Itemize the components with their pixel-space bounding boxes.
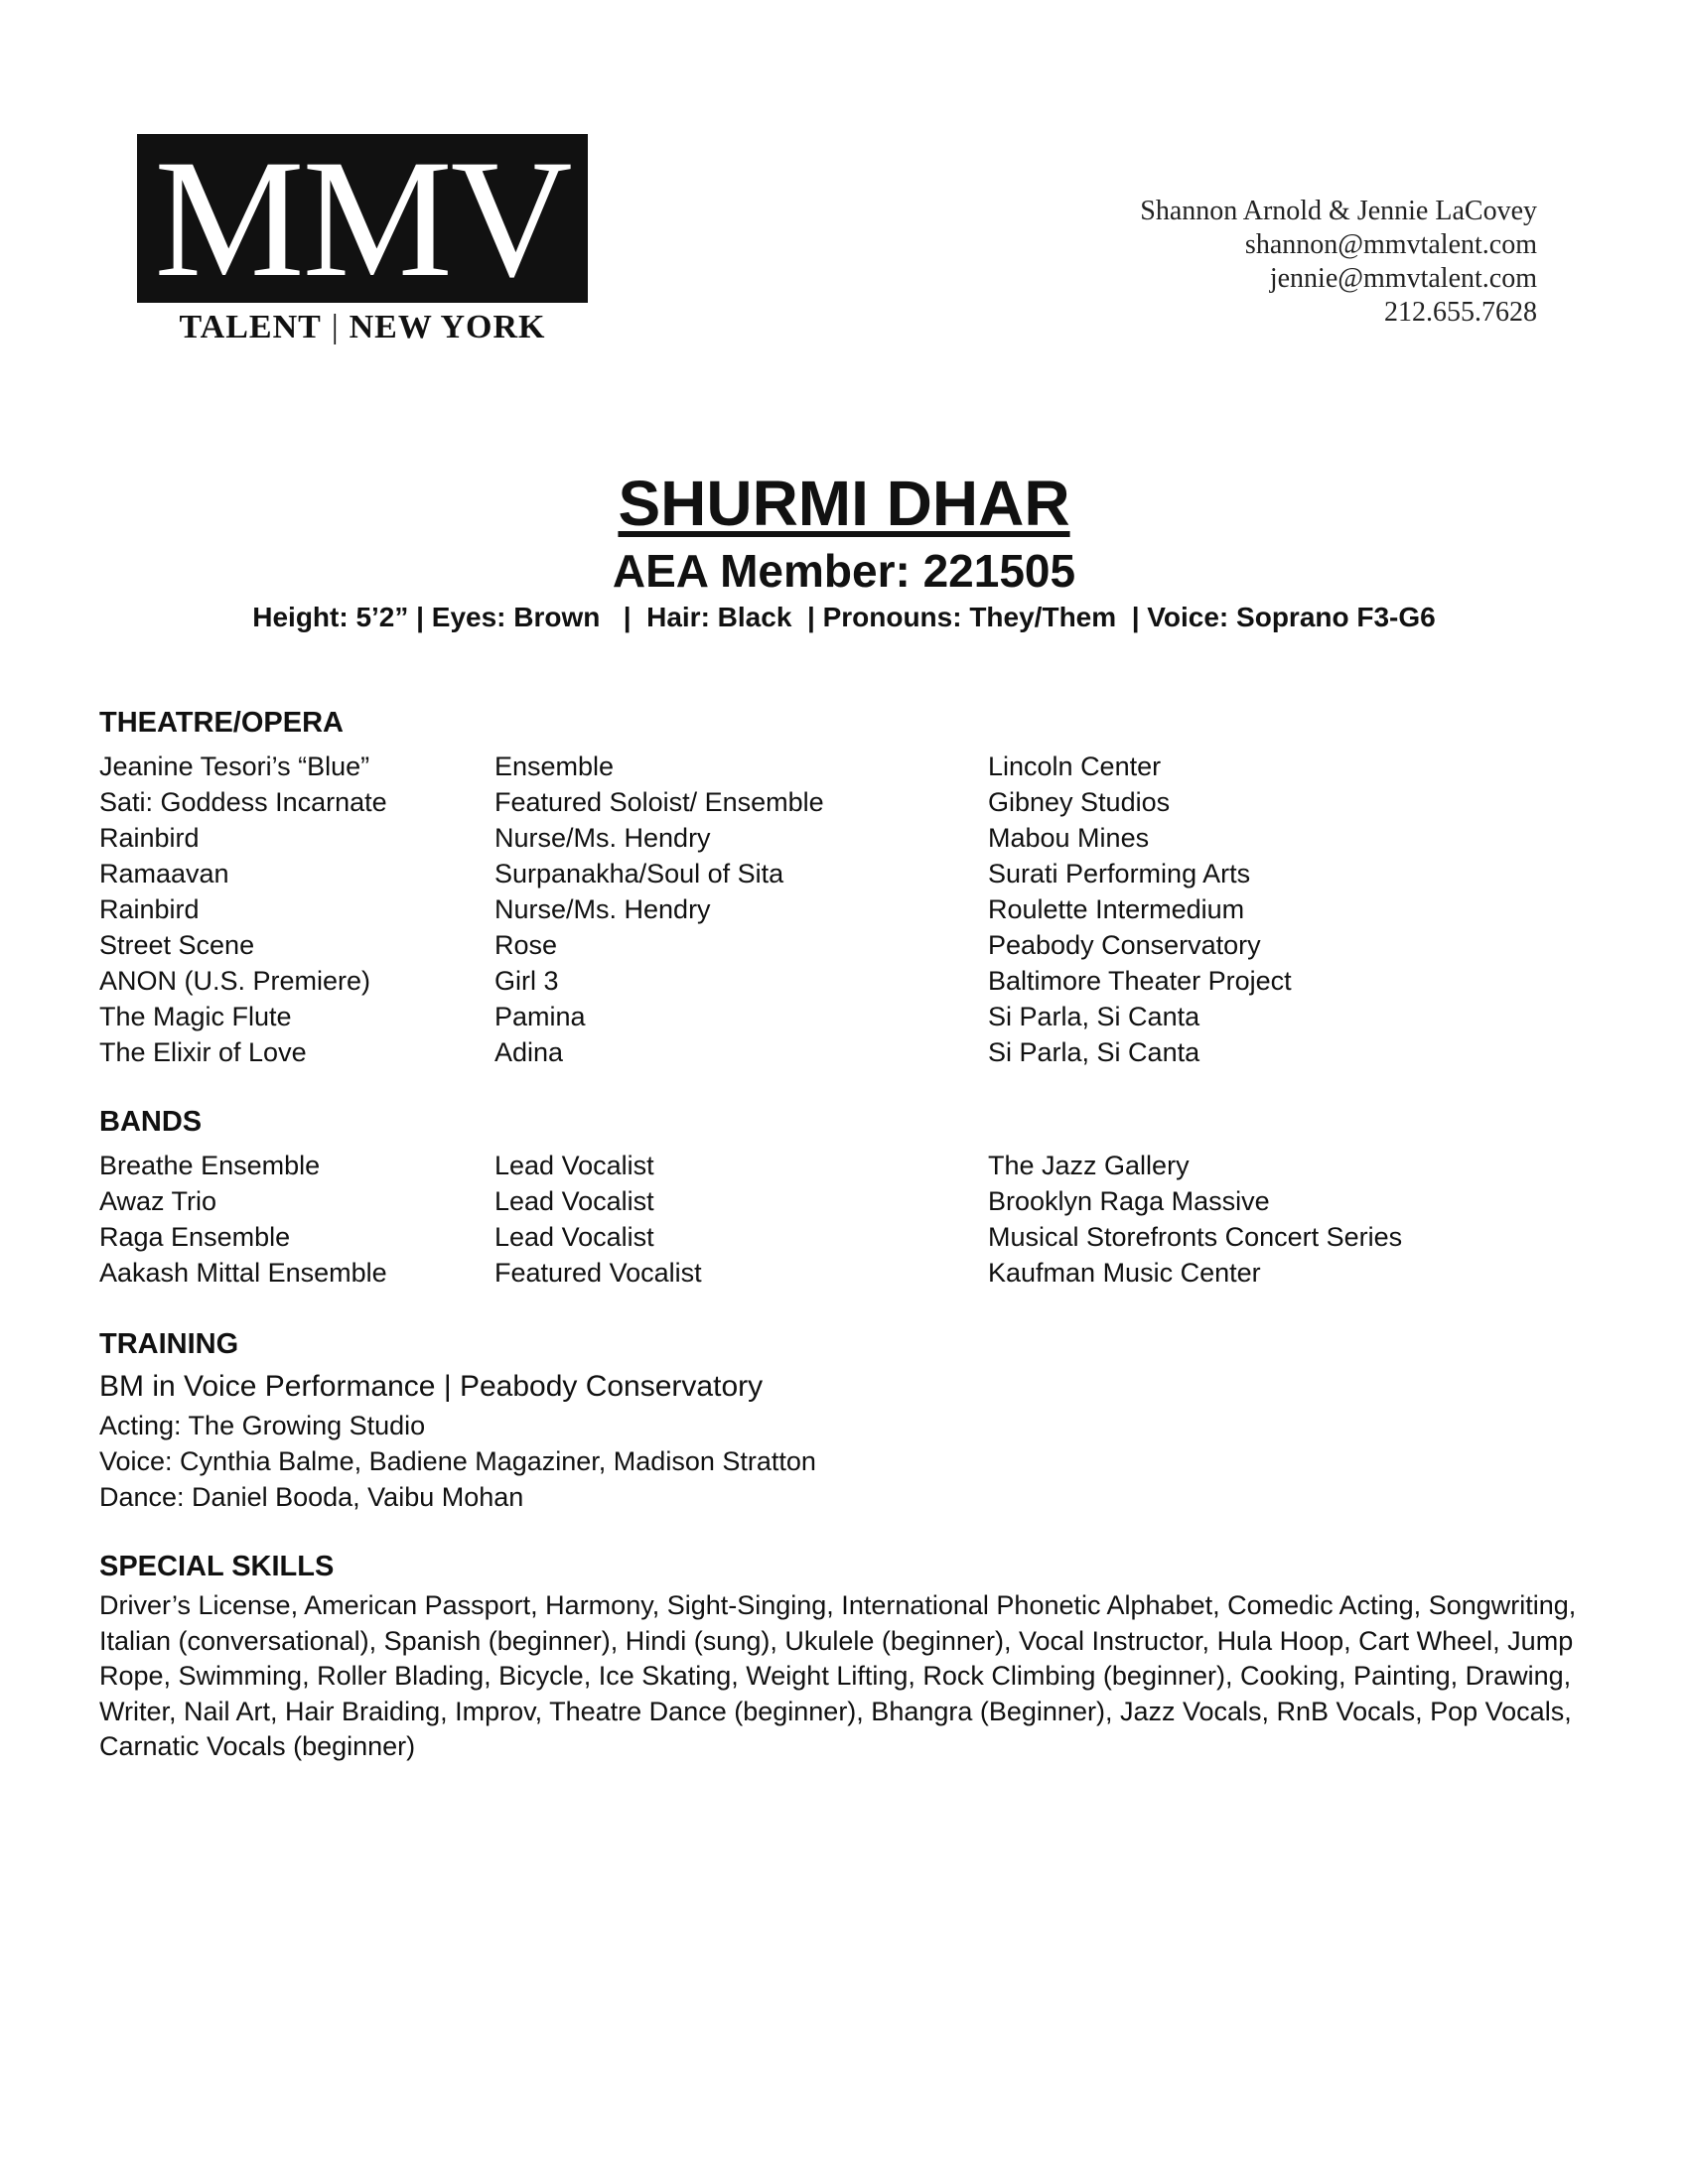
logo-subtitle (137, 309, 588, 346)
training-block (99, 1366, 816, 1515)
bands-heading: BANDS (99, 1106, 203, 1138)
credit-show: Rainbird (99, 894, 200, 924)
band-row (99, 1255, 1402, 1291)
credit-role: Featured Soloist/ Ensemble (494, 787, 824, 817)
credit-role: Girl 3 (494, 966, 559, 996)
training-degree: BM in Voice Performance | Peabody Conservatory (99, 1370, 764, 1403)
band-row (99, 1148, 1402, 1183)
training-acting: Acting: The Growing Studio (99, 1411, 426, 1440)
band-role: Lead Vocalist (494, 1151, 654, 1180)
band-name: Breathe Ensemble (99, 1151, 321, 1180)
band-row (99, 1219, 1402, 1255)
performer-name: SHURMI DHAR (618, 468, 1070, 539)
credit-show: The Elixir of Love (99, 1037, 307, 1067)
special-skills-text: Driver’s License, American Passport, Harmony, Sight-Singing, International Phonetic Alphabet, Comedic Acting, Songwriting, Italian (conversational), Spanish (beginner), Hindi (sung), Ukulele (beginner), Vocal Instructor, Hula Hoop, Cart Wheel, Jump Rope, Swimming, Roller Blading, Bicycle, Ice Skating, Weight Lifting, Rock Climbing (beginner), Cooking, Painting, Drawing, Writer, Nail Art, Hair Braiding, Improv, Theatre Dance (beginner), Bhangra (Beginner), Jazz Vocals, RnB Vocals, Pop Vocals, Carnatic Vocals (beginner) (99, 1590, 1577, 1761)
band-venue: Kaufman Music Center (988, 1258, 1261, 1288)
credit-venue: Roulette Intermedium (988, 894, 1245, 924)
band-role: Featured Vocalist (494, 1258, 702, 1288)
credit-row (99, 963, 1292, 999)
band-role: Lead Vocalist (494, 1186, 654, 1216)
union-membership: AEA Member: 221505 (612, 545, 1076, 597)
band-row (99, 1183, 1402, 1219)
credit-role: Adina (494, 1037, 564, 1067)
band-venue: Musical Storefronts Concert Series (988, 1222, 1403, 1252)
credit-role: Nurse/Ms. Hendry (494, 823, 711, 853)
credit-row (99, 856, 1292, 891)
credit-show: Ramaavan (99, 859, 229, 888)
band-name: Aakash Mittal Ensemble (99, 1258, 387, 1288)
agency-logo (137, 125, 588, 346)
credit-show: ANON (U.S. Premiere) (99, 966, 371, 996)
logo-sub-left: TALENT (179, 309, 322, 345)
credit-venue: Lincoln Center (988, 751, 1162, 781)
credit-venue: Peabody Conservatory (988, 930, 1261, 960)
band-name: Awaz Trio (99, 1186, 217, 1216)
credit-role: Surpanakha/Soul of Sita (494, 859, 784, 888)
agent-email-1[interactable]: shannon@mmvtalent.com (1244, 229, 1537, 260)
credit-role: Pamina (494, 1002, 586, 1031)
credit-row (99, 1034, 1292, 1070)
credit-show: Street Scene (99, 930, 255, 960)
credit-venue: Baltimore Theater Project (988, 966, 1292, 996)
credit-show: Sati: Goddess Incarnate (99, 787, 387, 817)
skills-heading: SPECIAL SKILLS (99, 1551, 335, 1582)
training-dance: Dance: Daniel Booda, Vaibu Mohan (99, 1482, 524, 1512)
credit-venue: Si Parla, Si Canta (988, 1002, 1200, 1031)
bands-credits (99, 1148, 1402, 1291)
credit-show: The Magic Flute (99, 1002, 292, 1031)
theatre-credits (99, 749, 1292, 1070)
credit-row (99, 891, 1292, 927)
agent-names: Shannon Arnold & Jennie LaCovey (1140, 196, 1537, 226)
agent-contact-block (1140, 195, 1537, 330)
credit-venue: Gibney Studios (988, 787, 1171, 817)
band-role: Lead Vocalist (494, 1222, 654, 1252)
credit-row (99, 749, 1292, 784)
credit-row (99, 927, 1292, 963)
credit-row (99, 784, 1292, 820)
credit-role: Nurse/Ms. Hendry (494, 894, 711, 924)
credit-venue: Mabou Mines (988, 823, 1150, 853)
band-venue: The Jazz Gallery (988, 1151, 1190, 1180)
band-name: Raga Ensemble (99, 1222, 291, 1252)
training-heading: TRAINING (99, 1328, 239, 1360)
credit-venue: Si Parla, Si Canta (988, 1037, 1200, 1067)
credit-show: Jeanine Tesori’s “Blue” (99, 751, 370, 781)
training-voice: Voice: Cynthia Balme, Badiene Magaziner, Madison Stratton (99, 1446, 816, 1476)
logo-sub-right: NEW YORK (349, 309, 546, 345)
theatre-heading: THEATRE/OPERA (99, 707, 344, 739)
agent-email-2[interactable]: jennie@mmvtalent.com (1269, 263, 1537, 294)
performer-stats: Height: 5’2” | Eyes: Brown | Hair: Black | Pronouns: They/Them | Voice: Soprano F3-G6 (252, 602, 1436, 632)
logo-sub-separator: | (331, 309, 340, 345)
credit-venue: Surati Performing Arts (988, 859, 1251, 888)
band-venue: Brooklyn Raga Massive (988, 1186, 1270, 1216)
agent-phone: 212.655.7628 (1384, 297, 1537, 328)
credit-row (99, 999, 1292, 1034)
logo-mark: MMV (137, 134, 588, 303)
credit-role: Ensemble (494, 751, 615, 781)
credit-row (99, 820, 1292, 856)
credit-role: Rose (494, 930, 558, 960)
credit-show: Rainbird (99, 823, 200, 853)
